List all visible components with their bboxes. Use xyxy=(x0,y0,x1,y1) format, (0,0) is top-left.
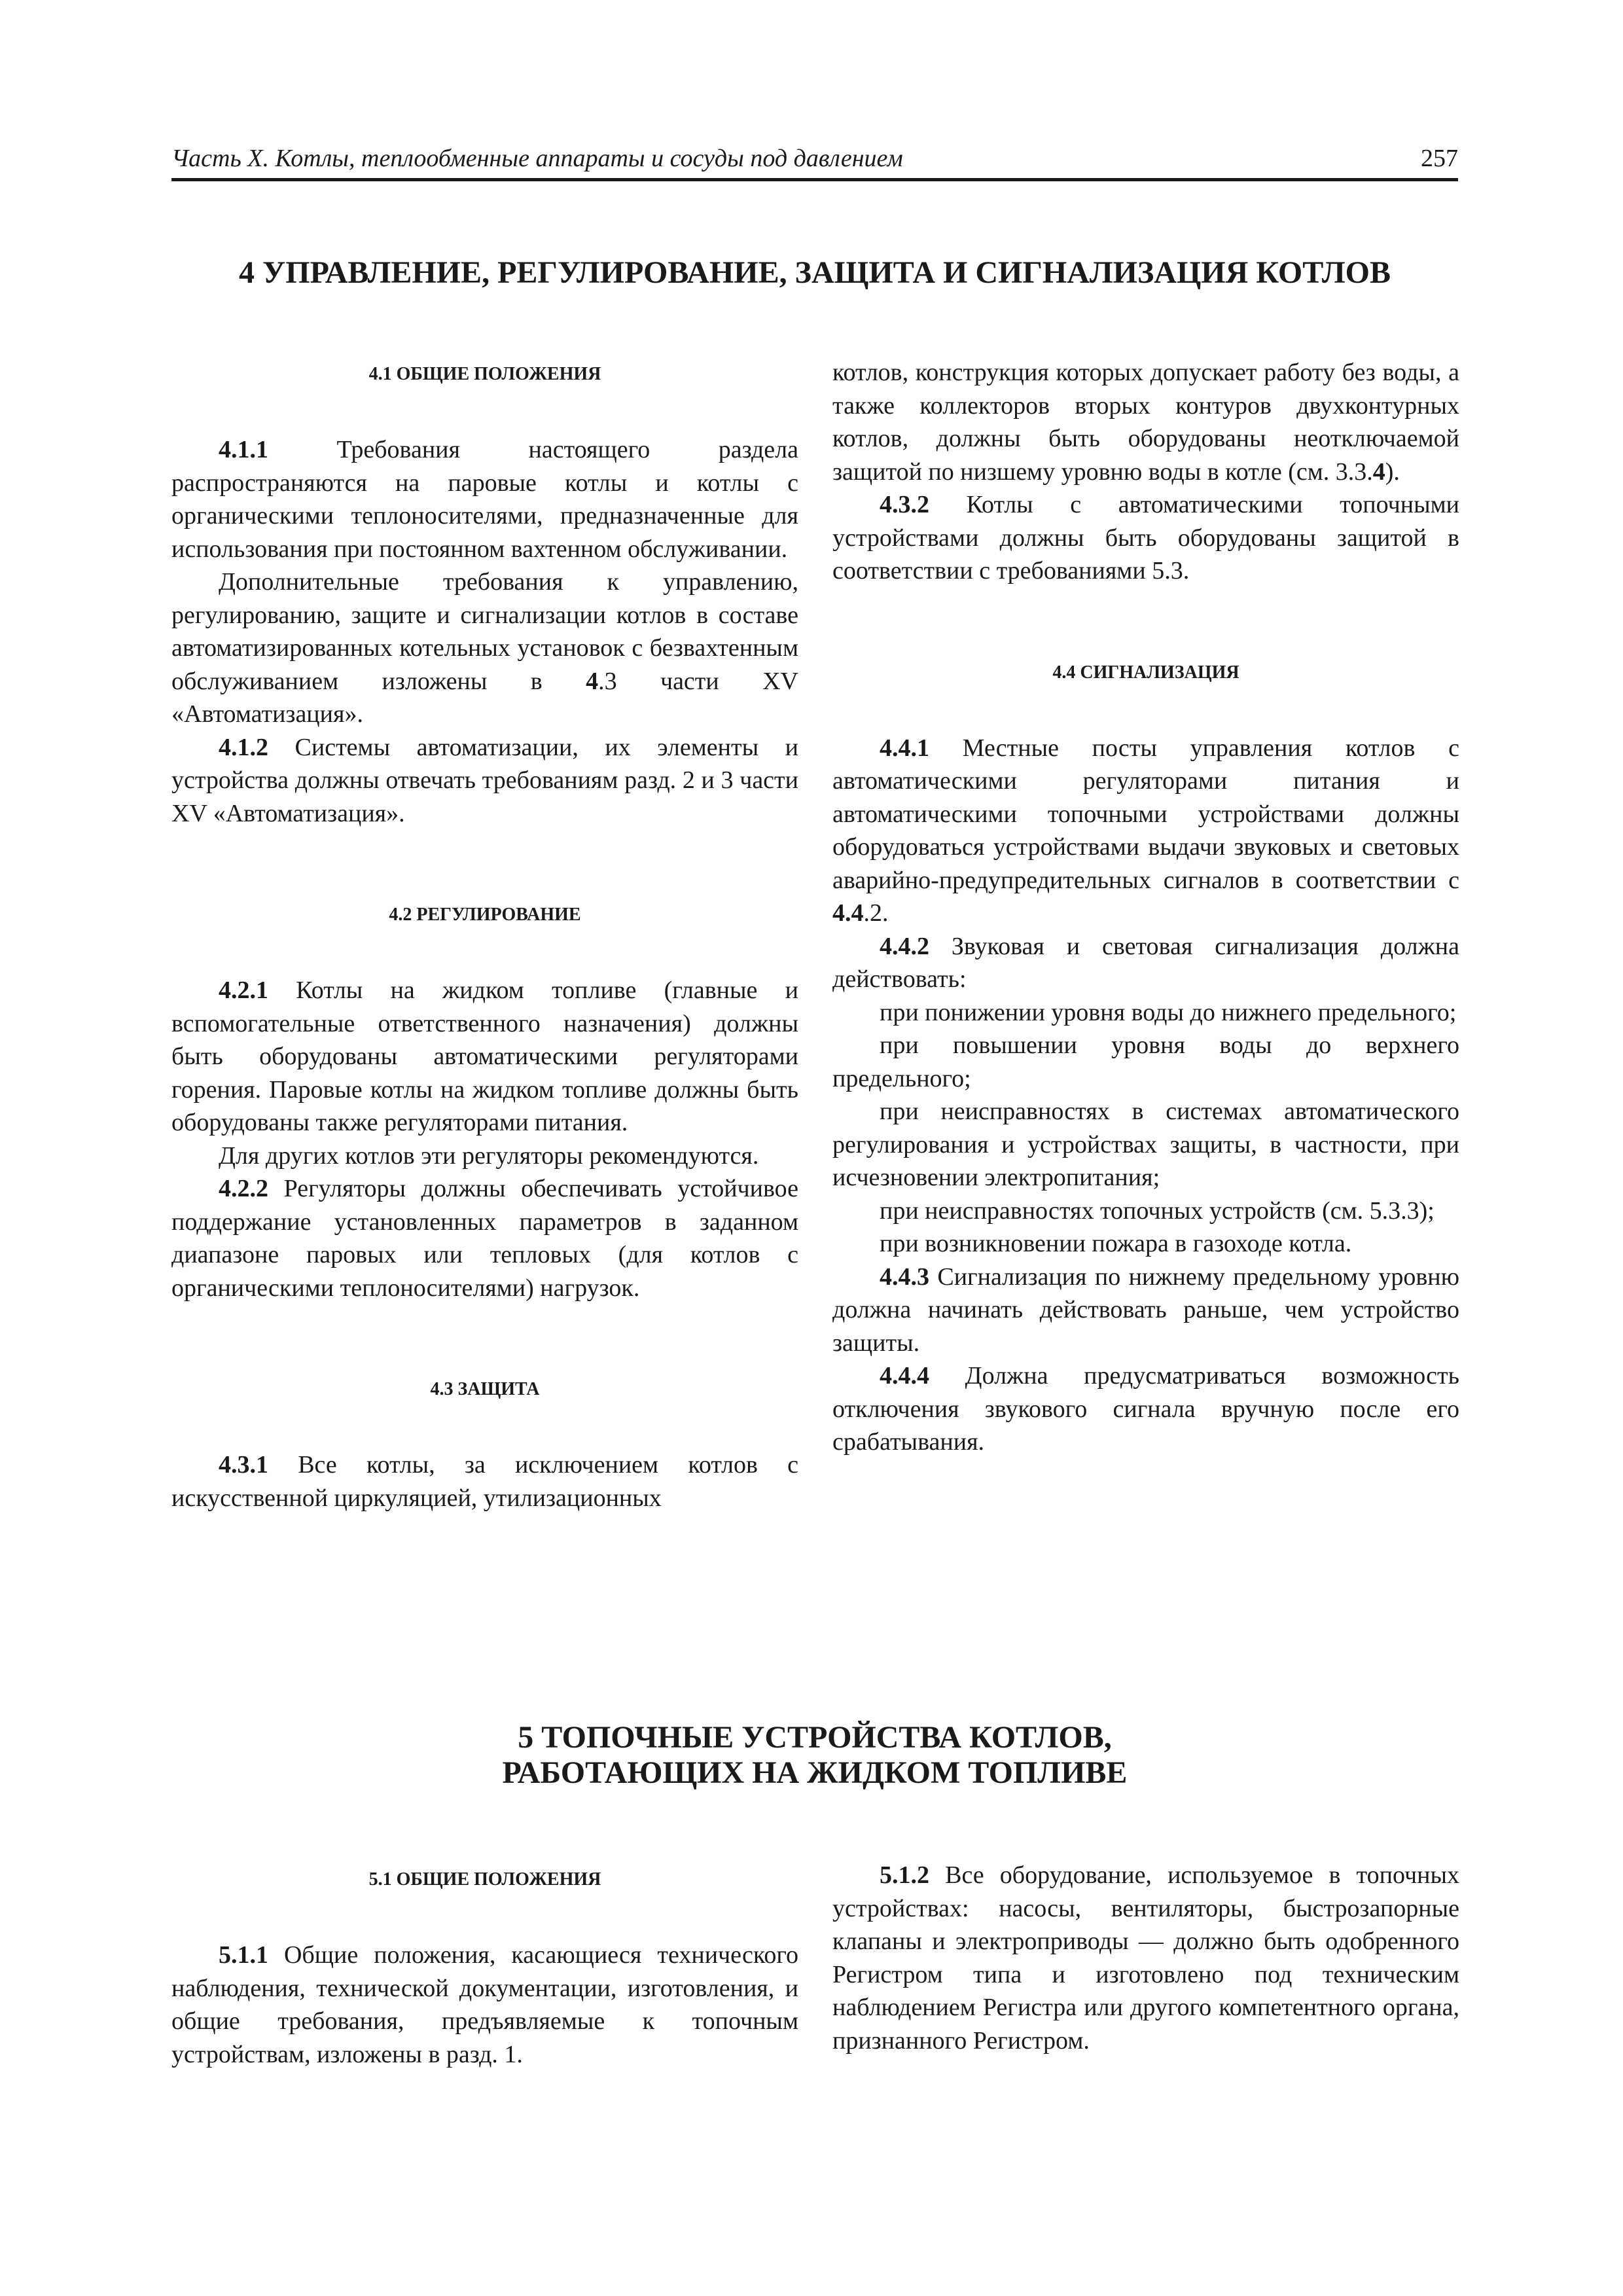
paragraph-4-1-1: 4.1.1 Требования настоящего раздела распространяются на паровые котлы и котлы с органическими теплоносителями, предназначенные для использования при постоянном вахтенном обслуживании. xyxy=(171,436,798,563)
section-4-1-heading: 4.1 ОБЩИЕ ПОЛОЖЕНИЯ xyxy=(368,364,601,384)
clause-number: 4.2.2 xyxy=(219,1175,268,1202)
paragraph-4-3-1: 4.3.1 Все котлы, за исключением котлов с искусственной циркуляцией, утилизационных xyxy=(171,1451,798,1512)
chapter-5-title xyxy=(171,1720,1458,1791)
page-number: 257 xyxy=(1421,145,1458,172)
section-4-3-heading: 4.3 ЗАЩИТА xyxy=(430,1379,540,1399)
list-item: при повышении уровня воды до верхнего предельного; xyxy=(832,1031,1459,1092)
chapter-5-title-line-1: 5 ТОПОЧНЫЕ УСТРОЙСТВА КОТЛОВ, xyxy=(518,1720,1112,1755)
clause-number: 5.1.1 xyxy=(219,1941,268,1969)
chapter-5-left-column xyxy=(171,1867,798,2071)
running-header xyxy=(171,143,1458,181)
section-5-1-heading: 5.1 ОБЩИЕ ПОЛОЖЕНИЯ xyxy=(368,1869,601,1890)
clause-number: 4.1.2 xyxy=(219,733,268,761)
paragraph-4-4-3: 4.4.3 Сигнализация по нижнему предельному уровню должна начинать действовать раньше, чем устройство защиты. xyxy=(832,1263,1459,1357)
chapter-4-title: 4 УПРАВЛЕНИЕ, РЕГУЛИРОВАНИЕ, ЗАЩИТА И СИГНАЛИЗАЦИЯ КОТЛОВ xyxy=(239,255,1391,290)
paragraph-4-2-1: 4.2.1 Котлы на жидком топливе (главные и вспомогательные ответственного назначения) должны быть оборудованы автоматическими регуляторами горения. Паровые котлы на жидком топливе должны быть оборудованы также регуляторами питания. xyxy=(171,977,798,1136)
paragraph-4-4-2: 4.4.2 Звуковая и световая сигнализация должна действовать: xyxy=(832,932,1459,993)
section-4-2-heading: 4.2 РЕГУЛИРОВАНИЕ xyxy=(389,905,581,925)
paragraph-4-2-2: 4.2.2 Регуляторы должны обеспечивать устойчивое поддержание установленных параметров в заданном диапазоне паровых или тепловых (для котлов с органическими теплоносителями) нагрузок. xyxy=(171,1175,798,1302)
paragraph-4-1-additional: Дополнительные требования к управлению, регулированию, защите и сигнализации котлов в составе автоматизированных котельных установок с безвахтенным обслуживанием изложены в 4.3 части XV «Автоматизация». xyxy=(171,568,798,728)
running-header-title: Часть X. Котлы, теплообменные аппараты и сосуды под давлением xyxy=(171,145,903,172)
clause-number: 4.4.4 xyxy=(880,1362,929,1390)
clause-number: 4.4.3 xyxy=(880,1263,929,1291)
list-item: при возникновении пожара в газоходе котла. xyxy=(880,1230,1352,1257)
clause-number: 4.1.1 xyxy=(219,436,268,463)
paragraph-4-3-2: 4.3.2 Котлы с автоматическими топочными устройствами должны быть оборудованы защитой в соответствии с требованиями 5.3. xyxy=(832,491,1459,584)
clause-number: 4.3.1 xyxy=(219,1451,268,1479)
paragraph-4-4-4: 4.4.4 Должна предусматриваться возможность отключения звукового сигнала вручную после его срабатывания. xyxy=(832,1362,1459,1456)
chapter-4-right-column xyxy=(832,356,1459,1459)
list-item: при неисправностях топочных устройств (см. 5.3.3); xyxy=(880,1196,1435,1225)
paragraph-4-3-1-continued: котлов, конструкция которых допускает работу без воды, а также коллекторов вторых контуров двухконтурных котлов, должны быть оборудованы неотключаемой защитой по низшему уровню воды в котле (см. 3.3.4). xyxy=(832,359,1459,486)
clause-number: 4.4.2 xyxy=(880,932,929,960)
paragraph-4-1-2: 4.1.2 Системы автоматизации, их элементы и устройства должны отвечать требованиям разд. 2 и 3 части XV «Автоматизация». xyxy=(171,733,798,827)
clause-number: 4.3.2 xyxy=(880,491,929,518)
list-item: при понижении уровня воды до нижнего предельного; xyxy=(880,998,1457,1026)
chapter-4-left-column xyxy=(171,361,798,1515)
clause-number: 4.4.1 xyxy=(880,734,929,762)
chapter-5-title-line-2: РАБОТАЮЩИХ НА ЖИДКОМ ТОПЛИВЕ xyxy=(502,1755,1128,1790)
paragraph-5-1-1: 5.1.1 Общие положения, касающиеся технического наблюдения, технической документации, изготовления, и общие требования, предъявляемые к топочным устройствам, изложены в разд. 1. xyxy=(171,1941,798,2068)
paragraph-5-1-2: 5.1.2 Все оборудование, используемое в топочных устройствах: насосы, вентиляторы, быстрозапорные клапаны и электроприводы — должно быть одобренного Регистром типа и изготовлено под техническим наблюдением Регистра или другого компетентного органа, признанного Регистром. xyxy=(832,1861,1459,2054)
list-item: при неисправностях в системах автоматического регулирования и устройствах защиты, в частности, при исчезновении электропитания; xyxy=(832,1098,1459,1191)
paragraph-4-4-1: 4.4.1 Местные посты управления котлов с автоматическими регуляторами питания и автоматическими топочными устройствами должны оборудоваться устройствами выдачи звуковых и световых аварийно-предупредительных сигналов в соответствии с 4.4.2. xyxy=(832,734,1459,927)
clause-number: 5.1.2 xyxy=(880,1861,929,1889)
section-4-4-heading: 4.4 СИГНАЛИЗАЦИЯ xyxy=(1052,662,1240,683)
clause-number: 4.2.1 xyxy=(219,977,268,1004)
paragraph-4-2-other: Для других котлов эти регуляторы рекомендуются. xyxy=(219,1141,759,1170)
chapter-5-right-column xyxy=(832,1859,1459,2057)
